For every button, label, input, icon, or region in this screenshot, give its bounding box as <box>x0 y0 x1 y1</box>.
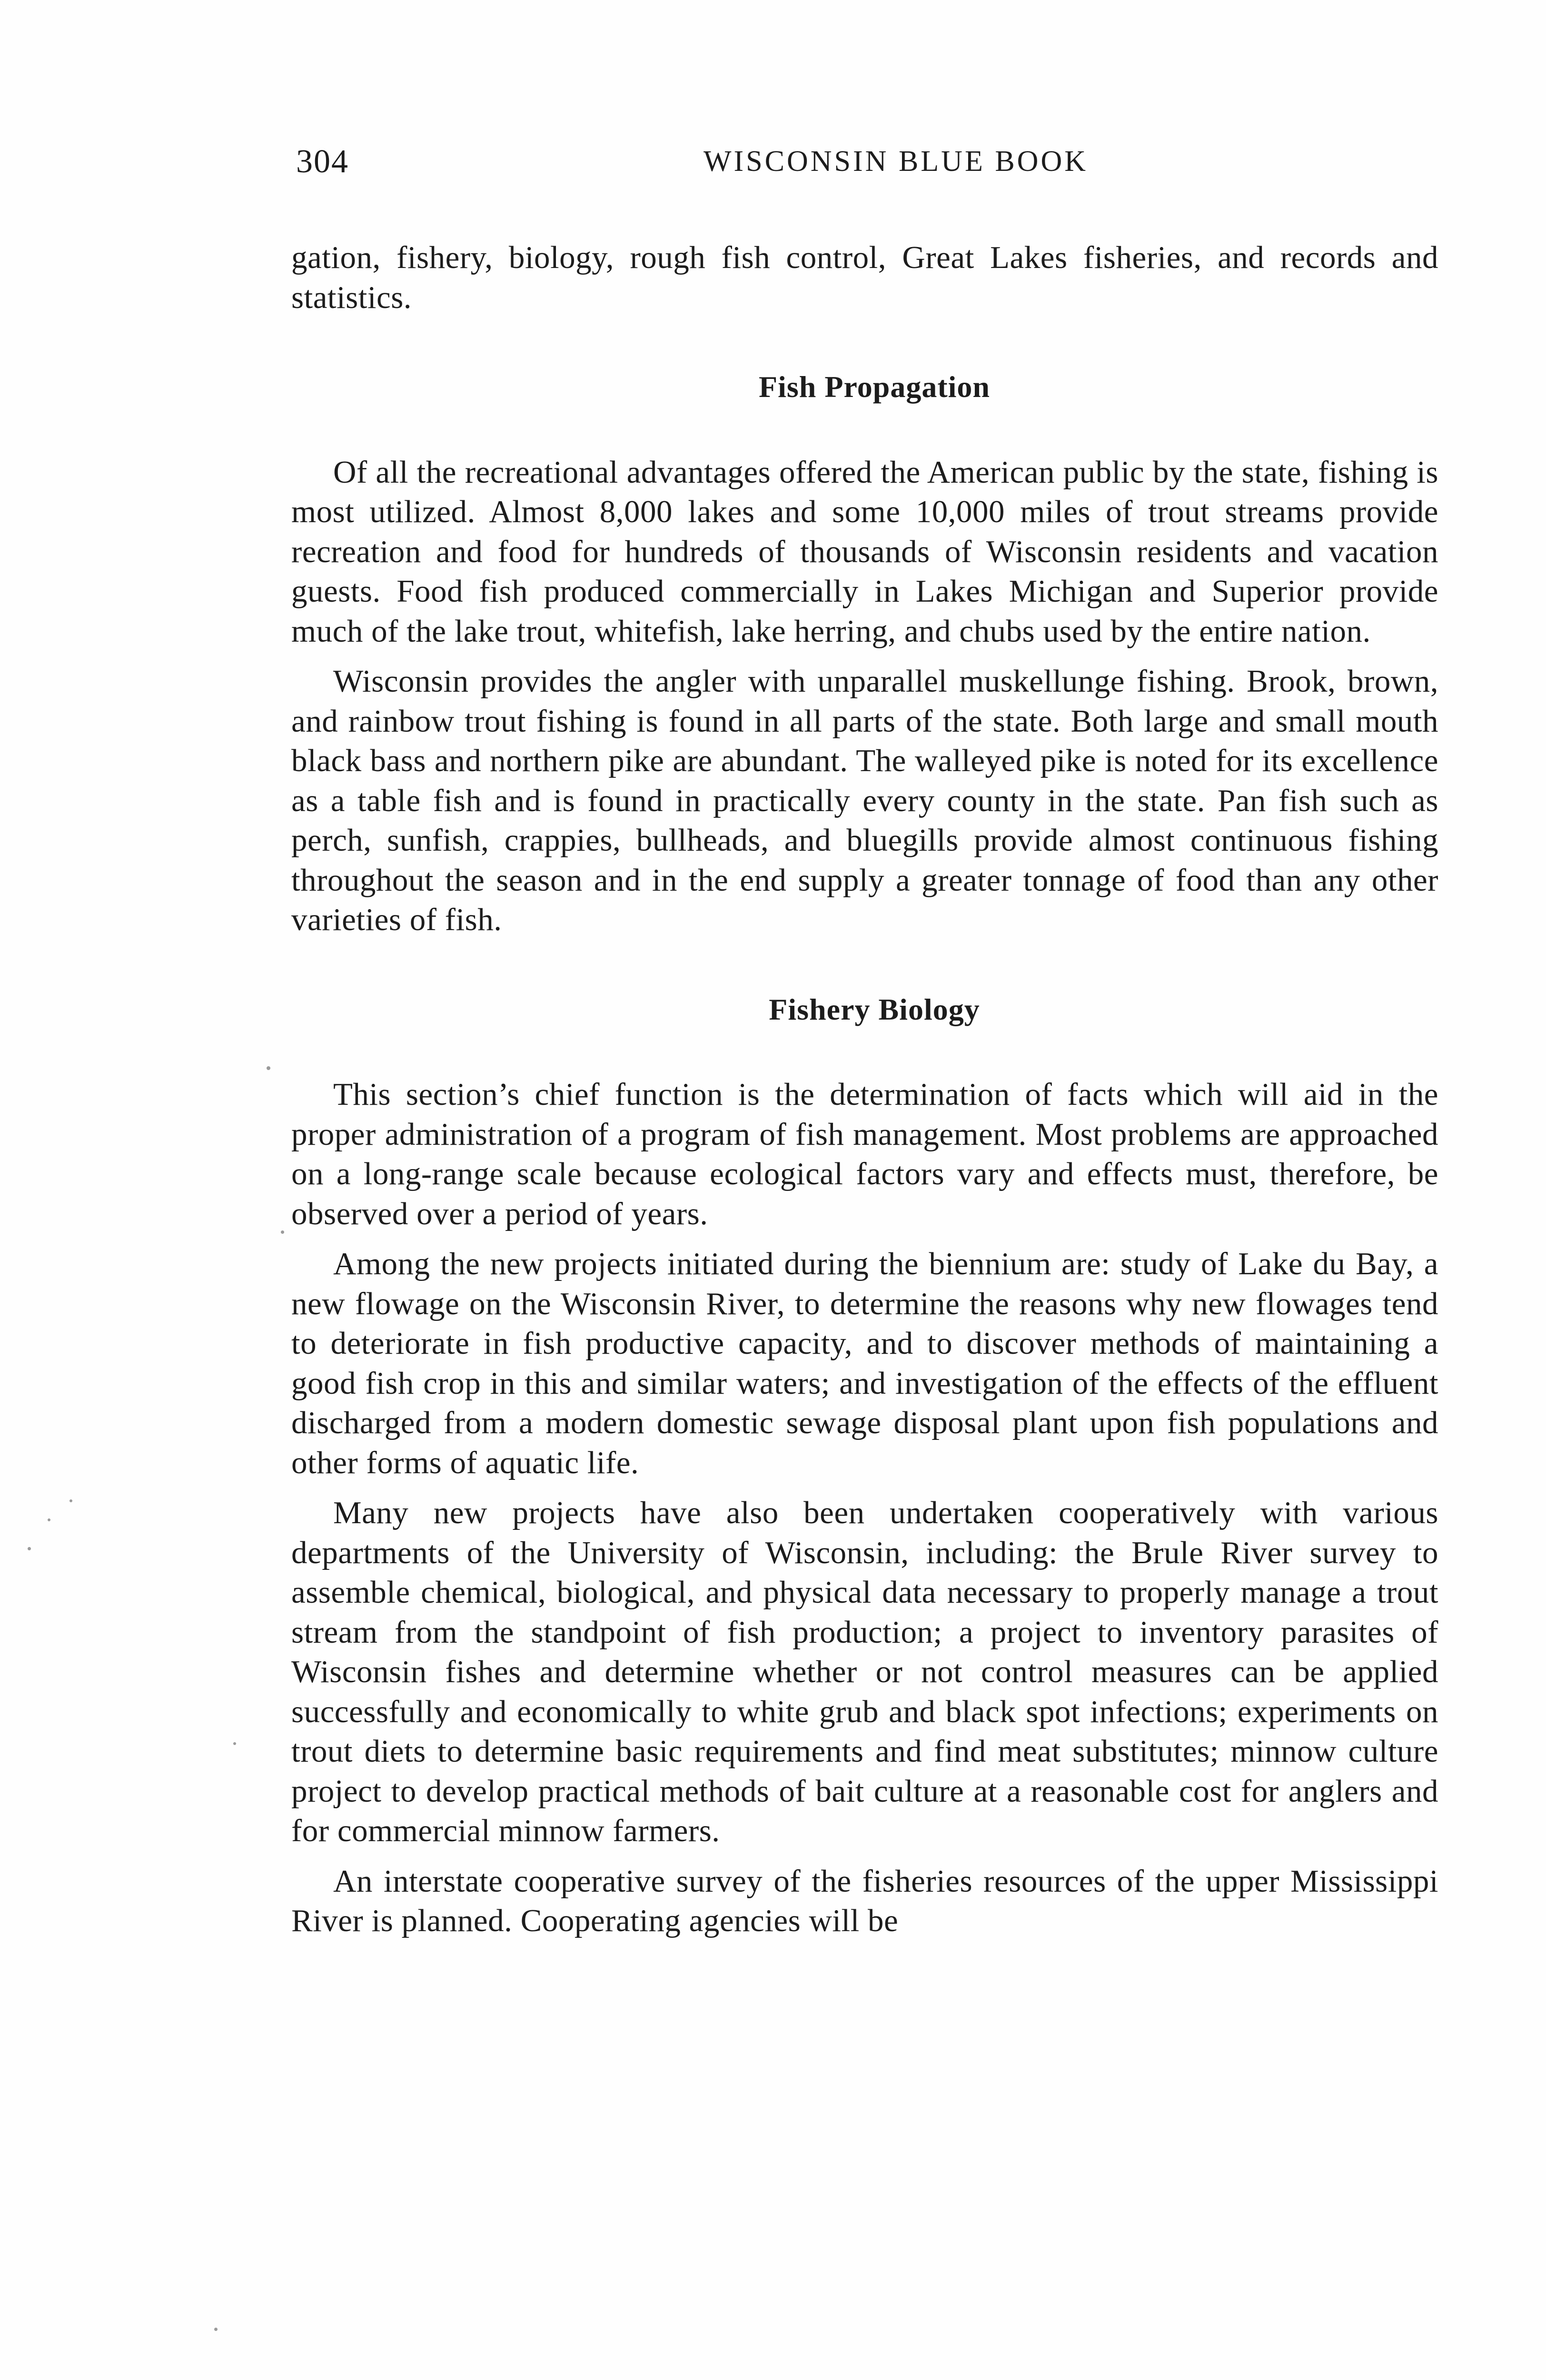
section-heading-fishery-biology: Fishery Biology <box>769 992 980 1026</box>
paragraph-cooperative-projects: Many new projects have also been undertaken cooperatively with various departments of the University of Wisconsin, including: the Brule River survey to assemble chemical, biological, and physical data necessary to properly manage a trout stream from the standpoint of fish production; a project to inventory parasites of Wisconsin fishes and determine whether or not control measures can be applied successfully and economically to white grub and black spot infections; experiments on trout diets to determine basic requirements and find meat substitutes; minnow culture project to develop practical methods of bait culture at a reasonable cost for anglers and for commercial minnow farmers. <box>291 1495 1438 1848</box>
page-body <box>291 238 1438 1941</box>
paragraph-fishing-utilization: Of all the recreational advantages offered the American public by the state, fishing is most utilized. Almost 8,000 lakes and some 10,000 miles of trout streams provide recreation and food for hundreds of thousands of Wisconsin residents and vacation guests. Food fish produced commercially in Lakes Michigan and Superior provide much of the lake trout, whitefish, lake herring, and chubs used by the entire nation. <box>291 454 1438 649</box>
section-heading-fish-propagation: Fish Propagation <box>759 370 990 404</box>
paragraph-angler-species: Wisconsin provides the angler with unparallel muskellunge fishing. Brook, brown, and rainbow trout fishing is found in all parts of the state. Both large and small mouth black bass and northern pike are abundant. The walleyed pike is noted for its excellence as a table fish and is found in practically every county in the state. Pan fish such as perch, sunfish, crappies, bullheads, and bluegills provide almost continuous fishing throughout the season and in the end supply a greater tonnage of food than any other varieties of fish. <box>291 664 1438 937</box>
paragraph-new-projects: Among the new projects initiated during the biennium are: study of Lake du Bay, a new flowage on the Wisconsin River, to determine the reasons why new flowages tend to deteriorate in fish productive capacity, and to discover methods of maintaining a good fish crop in this and similar waters; and investigation of the effects of the effluent discharged from a modern domestic sewage disposal plant upon fish populations and other forms of aquatic life. <box>291 1246 1438 1480</box>
page-number: 304 <box>296 143 349 180</box>
paragraph-interstate-survey: An interstate cooperative survey of the fisheries resources of the upper Mississippi River is planned. Cooperating agencies will be <box>291 1863 1438 1938</box>
page-header <box>296 143 1438 190</box>
paragraph-section-function: This section’s chief function is the determination of facts which will aid in the proper administration of a program of fish management. Most problems are approached on a long-range scale because ecological factors vary and effects must, therefore, be observed over a period of years. <box>291 1077 1438 1231</box>
continuation-paragraph: gation, fishery, biology, rough fish control, Great Lakes fisheries, and records and statistics. <box>291 240 1438 315</box>
running-title: WISCONSIN BLUE BOOK <box>704 145 1088 178</box>
